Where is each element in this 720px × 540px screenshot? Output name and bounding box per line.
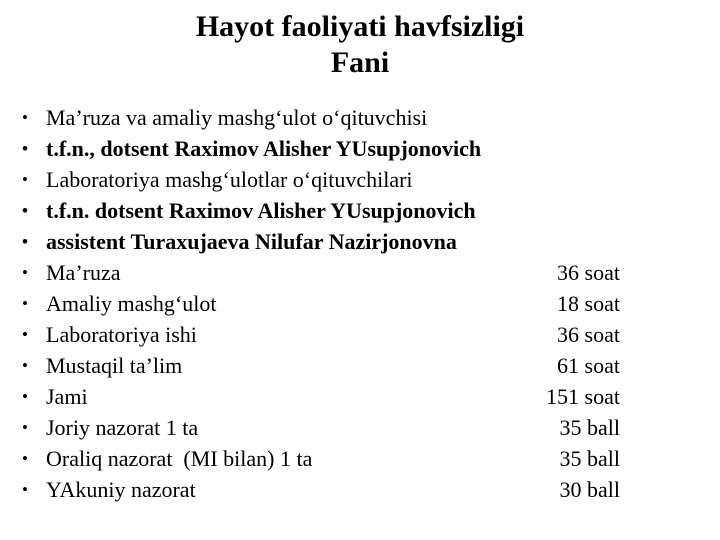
bullet-point-icon: • [22, 387, 28, 406]
list-item [18, 319, 702, 350]
list-item [18, 257, 702, 288]
list-item [18, 164, 702, 195]
list-item-value: 36 soat [557, 322, 620, 347]
bullet-point-icon: • [22, 139, 28, 158]
list-item-label: YAkuniy nazorat [46, 477, 196, 502]
bullet-point-icon: • [22, 449, 28, 468]
list-item-label: Mustaqil ta’lim [46, 353, 183, 378]
page-title-line-1: Hayot faoliyati havfsizligi [195, 10, 525, 43]
bullet-point-icon: • [22, 418, 28, 437]
list-item-value: 61 soat [557, 353, 620, 378]
bullet-list [18, 102, 702, 505]
bullet-point-icon: • [22, 294, 28, 313]
bullet-point-icon: • [22, 356, 28, 375]
page-title-line-2: Fani [330, 46, 390, 79]
list-item-label: t.f.n., dotsent Raximov Alisher YUsupjonovich [46, 136, 482, 161]
bullet-point-icon: • [22, 201, 28, 220]
list-item-label: assistent Turaxujaeva Nilufar Nazirjonovna [46, 229, 457, 254]
bullet-point-icon: • [22, 263, 28, 282]
list-item [18, 474, 702, 505]
list-item-label: Laboratoriya mashg‘ulotlar o‘qituvchilari [46, 167, 413, 192]
list-item-value: 30 ball [559, 477, 620, 502]
list-item-value: 18 soat [557, 291, 620, 316]
list-item-value: 151 soat [546, 384, 620, 409]
list-item [18, 443, 702, 474]
list-item-value: 35 ball [559, 446, 620, 471]
page-title [0, 9, 720, 81]
list-item-label: Jami [46, 384, 88, 409]
bullet-point-icon: • [22, 232, 28, 251]
list-item-label: Laboratoriya ishi [46, 322, 197, 347]
list-item [18, 195, 702, 226]
bullet-point-icon: • [22, 325, 28, 344]
list-item [18, 412, 702, 443]
bullet-point-icon: • [22, 170, 28, 189]
bullet-point-icon: • [22, 108, 28, 127]
list-item [18, 226, 702, 257]
list-item-label: Ma’ruza va amaliy mashg‘ulot o‘qituvchisi [46, 105, 428, 130]
list-item-value: 35 ball [559, 415, 620, 440]
list-item-label: Amaliy mashg‘ulot [46, 291, 217, 316]
list-item [18, 350, 702, 381]
list-item-label: Joriy nazorat 1 ta [46, 415, 199, 440]
list-item-value: 36 soat [557, 260, 620, 285]
list-item [18, 288, 702, 319]
list-item [18, 133, 702, 164]
list-item-label: Oraliq nazorat (MI bilan) 1 ta [46, 446, 313, 471]
list-item [18, 102, 702, 133]
list-item [18, 381, 702, 412]
list-item-label: Ma’ruza [46, 260, 121, 285]
bullet-point-icon: • [22, 480, 28, 499]
list-item-label: t.f.n. dotsent Raximov Alisher YUsupjonovich [46, 198, 476, 223]
